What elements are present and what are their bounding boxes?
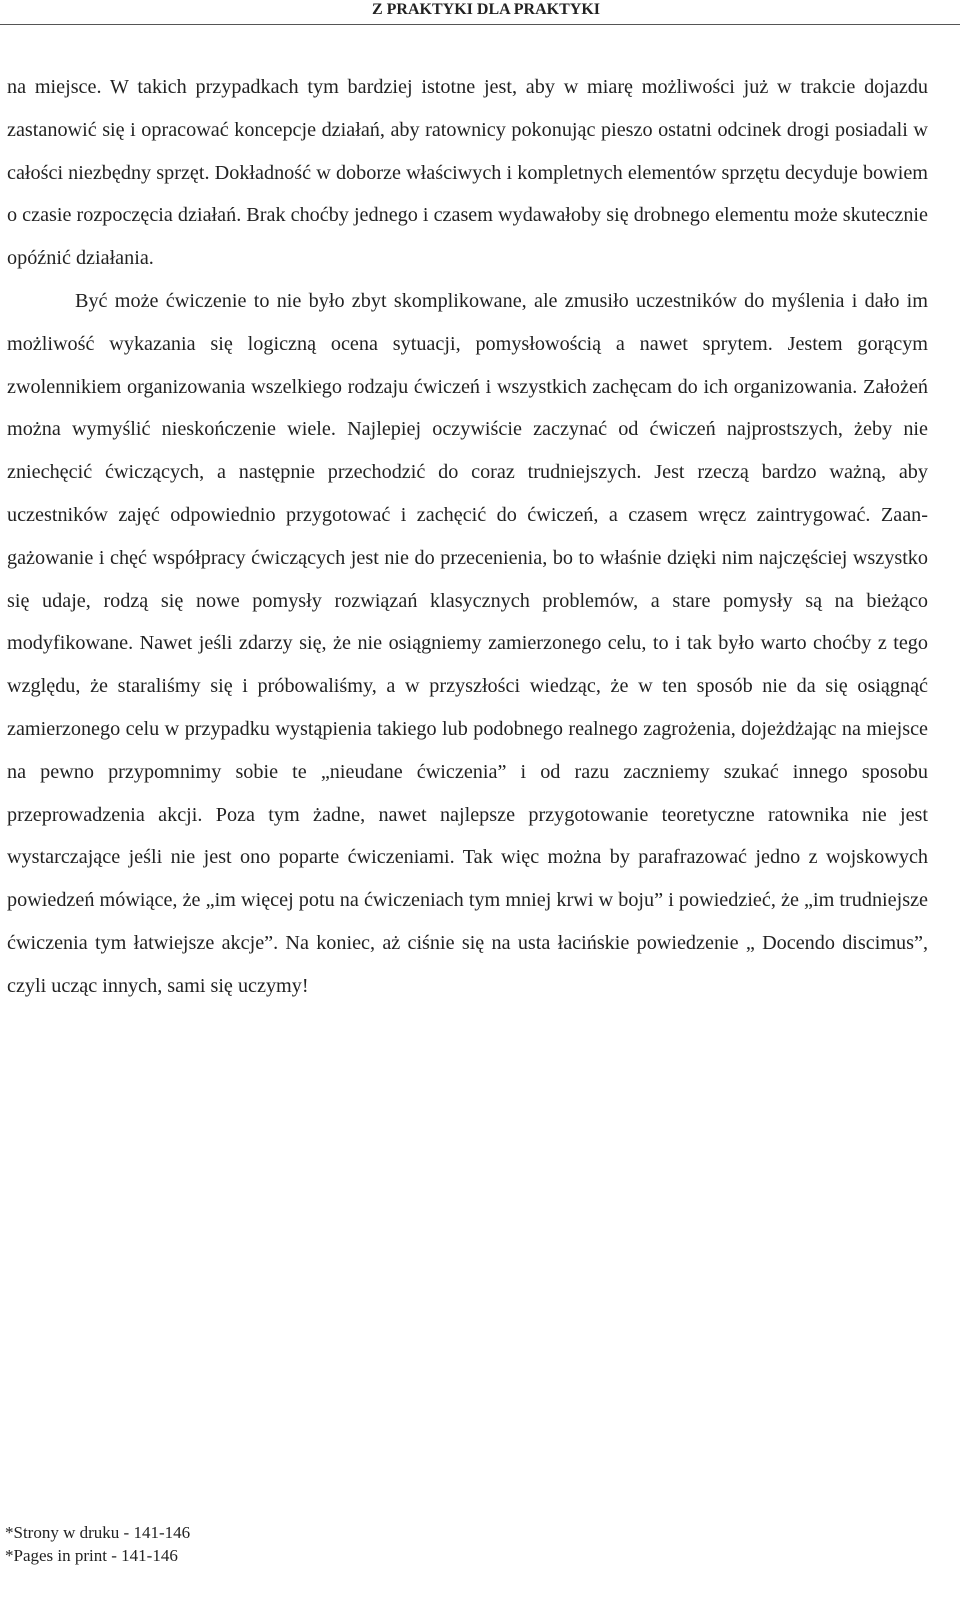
paragraph-1: na miejsce. W takich przypadkach tym bardziej istotne jest, aby w miarę możliwości już w trakcie dojazdu zastanowić się i opracować koncepcje działań, aby ratownicy pokonując pieszo ostatni odcinek drogi posiadali w całości niezbędny sprzęt. Dokładność w doborze właściwych i kompletnych elementów sprzętu decyduje bowiem o czasie rozpoczęcia działań. Brak choćby jednego i czasem wydawałoby się drobnego elementu może skutecznie opóźnić działania. [7,76,928,270]
paragraph-2: Być może ćwiczenie to nie było zbyt skomplikowane, ale zmusiło uczestników do myślenia i dało im możliwość wykazania się logiczną ocena sytuacji, pomysłowością a nawet sprytem. Jestem gorącym zwolennikiem organizowania wszelkiego rodzaju ćwiczeń i wszystkich zachęcam do ich organizowania. Założeń można wymyślić nieskończenie wiele. Najlepiej oczywiście zaczynać od ćwiczeń najprostszych, żeby nie zniechęcić ćwiczących, a następnie przechodzić do coraz trudniejszych. Jest rzeczą bardzo ważną, aby uczestników zajęć odpowiednio przygotować i zachęcić do ćwiczeń, a czasem wręcz zaintrygować. Zaangażowanie i chęć współpracy ćwiczących jest nie do przecenienia, bo to właśnie dzięki nim najczęściej wszystko się udaje, rodzą się nowe pomysły rozwiązań klasycznych problemów, a stare pomysły są na bieżąco modyfikowane. Nawet jeśli zdarzy się, że nie osiągniemy zamierzonego celu, to i tak było warto choćby z tego względu, że staraliśmy się i próbowaliśmy, a w przyszłości wiedząc, że w ten sposób nie da się osiągnąć zamierzonego celu w przypadku wystąpienia takiego lub podobnego realnego zagrożenia, dojeżdżając na miejsce na pewno przypomnimy sobie te „nieudane ćwiczenia” i od razu zaczniemy szukać innego sposobu przeprowadzenia akcji. Poza tym żadne, nawet najlepsze przygotowanie teoretyczne ratownika nie jest wystarczające jeśli nie jest ono poparte ćwiczeniami. Tak więc można by parafrazować jedno z wojskowych powiedzeń mówiące, że „im więcej potu na ćwiczeniach tym mniej krwi w boju” i powiedzieć, że „im trudniejsze ćwiczenia tym łatwiejsze akcje”. Na koniec, aż ciśnie się na usta łacińskie powiedzenie „ Docendo discimus”, czyli ucząc innych, sami się uczymy! [7,289,928,997]
article-body [7,66,928,1008]
footnote-english: *Pages in print - 141-146 [5,1546,178,1565]
footnotes [5,1521,405,1567]
running-header [0,0,960,25]
footnote-polish: *Strony w druku - 141-146 [5,1523,191,1542]
header-title: Z PRAKTYKI DLA PRAKTYKI [371,1,601,18]
